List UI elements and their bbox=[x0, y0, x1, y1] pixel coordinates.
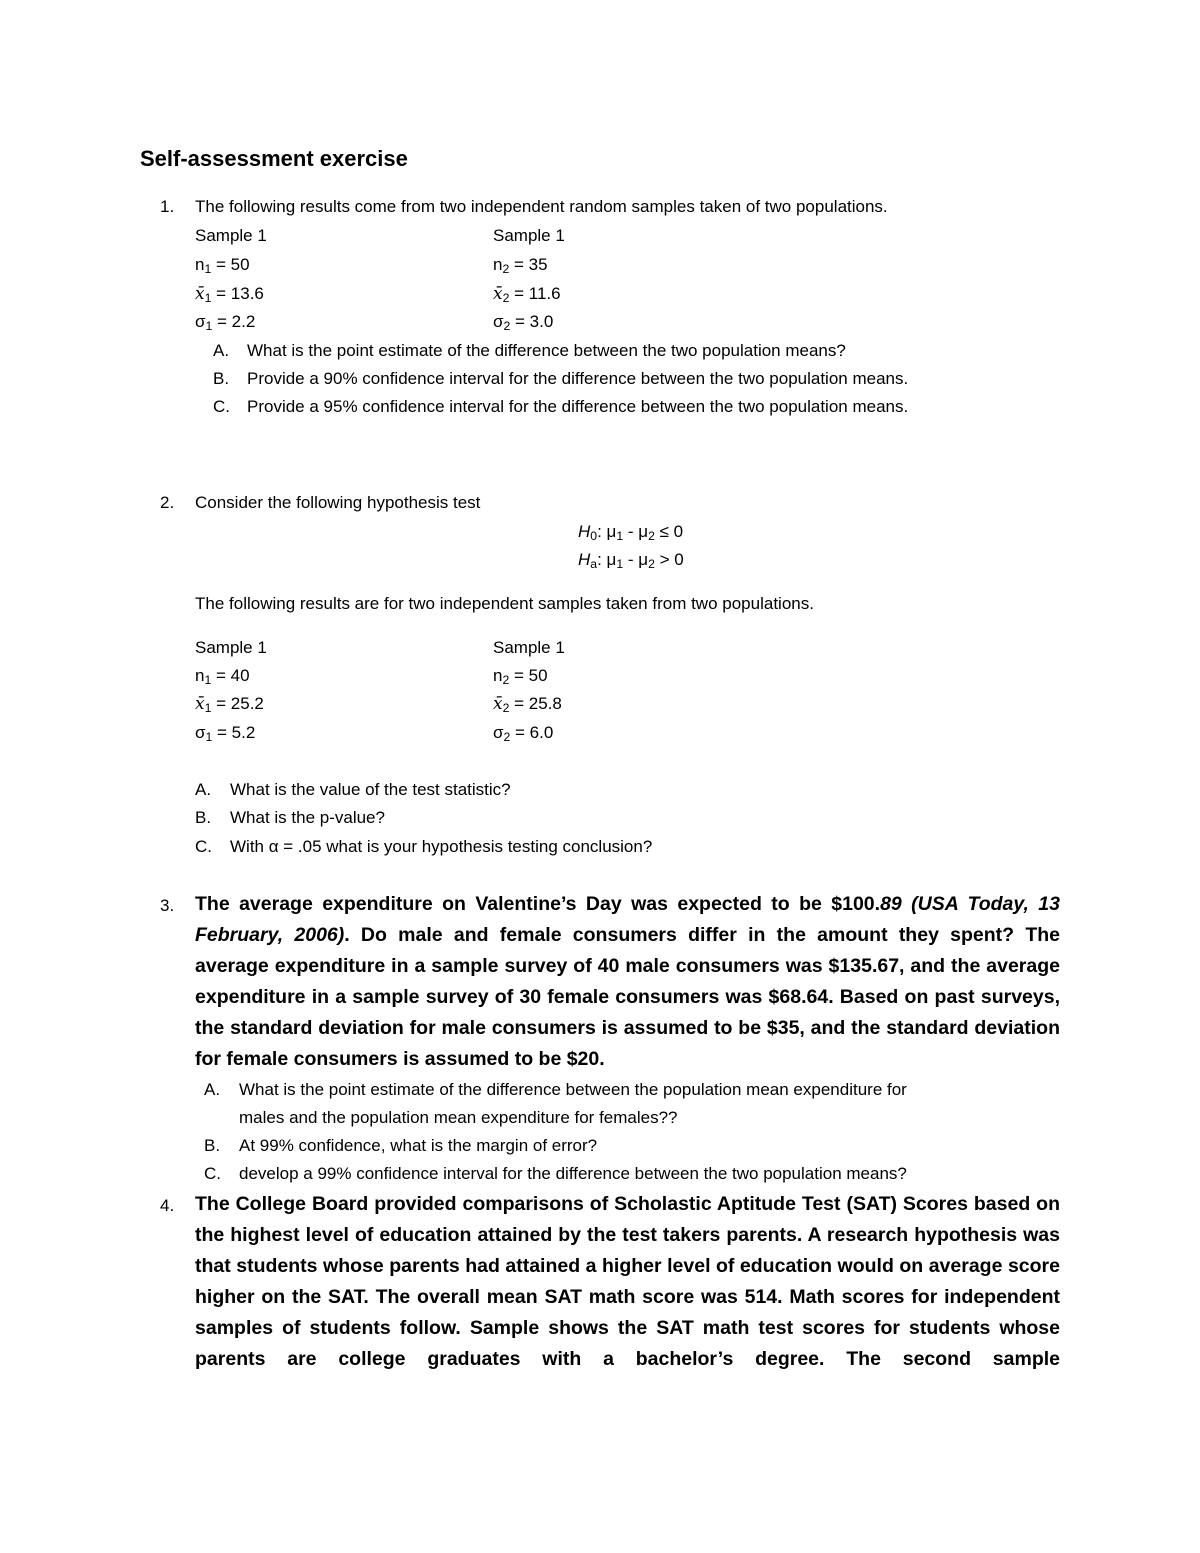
question-1-number: 1. bbox=[160, 197, 175, 216]
q3-item-a-text-line1: What is the point estimate of the difference between the population mean expenditure for bbox=[239, 1080, 907, 1099]
q1-n2: $n_2 = 35$ bbox=[493, 255, 548, 277]
q2-results-text: The following results are for two independent samples taken from two populations. bbox=[195, 594, 814, 613]
q1-n1: $n_1 = 50$ bbox=[195, 255, 250, 277]
q2-item-b-letter: B. bbox=[195, 808, 212, 827]
page-title: Self-assessment exercise bbox=[140, 146, 408, 171]
q1-sigma1: $\sigma_1 = 2.2$ bbox=[195, 312, 256, 334]
q1-item-b-letter: B. bbox=[213, 369, 230, 388]
q1-item-b-text: Provide a 90% confidence interval for the difference between the two population means. bbox=[247, 369, 909, 388]
null-hypothesis: $H_0$: $\mu_1 - \mu_2 \le 0$ bbox=[578, 522, 684, 544]
question-4-number: 4. bbox=[160, 1196, 175, 1215]
q2-item-a-text: What is the value of the test statistic? bbox=[230, 780, 511, 799]
q1-item-a-text: What is the point estimate of the difference between the two population means? bbox=[247, 341, 846, 360]
q2-sample-right-header: Sample 1 bbox=[493, 638, 565, 657]
q2-xbar1: $x̄_1 = 25.2$ bbox=[195, 694, 264, 716]
q2-item-a-letter: A. bbox=[195, 780, 212, 799]
q3-item-b-letter: B. bbox=[204, 1136, 221, 1155]
q1-item-a-letter: A. bbox=[213, 341, 230, 360]
question-3-number: 3. bbox=[160, 896, 175, 915]
q3-item-a-text-line2: males and the population mean expenditure for females?? bbox=[239, 1108, 678, 1127]
q2-xbar2: $x̄_2 = 25.8$ bbox=[493, 694, 562, 716]
q1-item-c-text: Provide a 95% confidence interval for the difference between the two population means. bbox=[247, 397, 909, 416]
question-4-paragraph: The College Board provided comparisons of Scholastic Aptitude Test (SAT) Scores based on the highest level of education attained by the test takers parents. A research hypothesis was that students whose parents had attained a higher level of education would on average score higher on the SAT. The overall mean SAT math score was 514. Math scores for independent samples of students follow. Sample shows the SAT math test scores for students whose parents are college graduates with a bachelor’s degree. The second sample bbox=[195, 1193, 1060, 1370]
q2-item-b-text: What is the p-value? bbox=[230, 808, 385, 827]
q3-item-b-text: At 99% confidence, what is the margin of error? bbox=[239, 1136, 598, 1155]
question-1-intro: The following results come from two independent random samples taken of two populations. bbox=[195, 197, 888, 216]
question-3-paragraph: The average expenditure on Valentine’s Day was expected to be $100.89 (USA Today, 13 February, 2006). Do male and female consumers differ in the amount they spent? The average expenditure in a sample survey of 40 male consumers was $135.67, and the average expenditure in a sample survey of 30 female consumers was $68.64. Based on past surveys, the standard deviation for male consumers is assumed to be $35, and the standard deviation for female consumers is assumed to be $20. bbox=[195, 893, 1060, 1070]
q2-sigma2: $\sigma_2 = 6.0$ bbox=[493, 723, 554, 745]
q1-sample-left-header: Sample 1 bbox=[195, 226, 267, 245]
q1-xbar1: $x̄_1 = 13.6$ bbox=[195, 284, 264, 306]
q1-sample-right-header: Sample 1 bbox=[493, 226, 565, 245]
q2-sample-left-header: Sample 1 bbox=[195, 638, 267, 657]
alternative-hypothesis: $H_a$: $\mu_1 - \mu_2 > 0$ bbox=[578, 550, 684, 572]
q1-xbar2: $x̄_2 = 11.6$ bbox=[493, 284, 561, 306]
q1-item-c-letter: C. bbox=[213, 397, 230, 416]
q3-item-c-letter: C. bbox=[204, 1164, 221, 1183]
q1-sigma2: $\sigma_2 = 3.0$ bbox=[493, 312, 554, 334]
q2-n1: $n_1 = 40$ bbox=[195, 666, 250, 688]
q2-item-c-text: With α = .05 what is your hypothesis testing conclusion? bbox=[230, 837, 653, 856]
question-2-intro: Consider the following hypothesis test bbox=[195, 493, 481, 512]
question-2-number: 2. bbox=[160, 493, 175, 512]
q3-item-c-text: develop a 99% confidence interval for the difference between the two population means? bbox=[239, 1164, 907, 1183]
q2-n2: $n_2 = 50$ bbox=[493, 666, 548, 688]
q3-item-a-letter: A. bbox=[204, 1080, 221, 1099]
q2-sigma1: $\sigma_1 = 5.2$ bbox=[195, 723, 256, 745]
q2-item-c-letter: C. bbox=[195, 837, 212, 856]
